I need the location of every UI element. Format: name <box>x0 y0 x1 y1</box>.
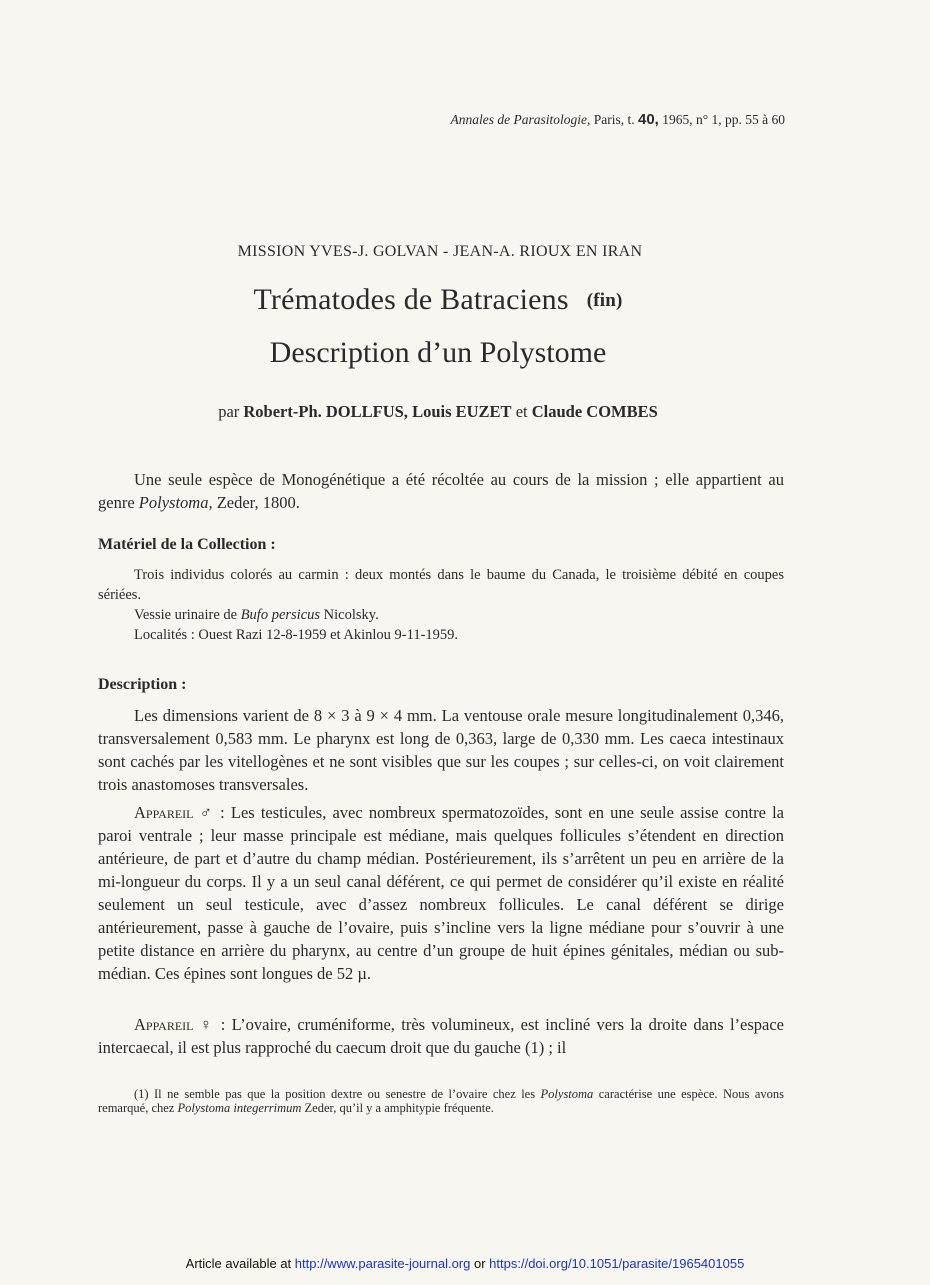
intro-genus: Polystoma, <box>138 493 213 512</box>
male-label: Appareil ♂ <box>134 803 215 822</box>
female-label: Appareil ♀ <box>134 1015 215 1034</box>
materiel-line1: Trois individus colorés au carmin : deux montés dans le baume du Canada, le troisième débité en coupes sériées. <box>98 567 784 603</box>
footnote-text3: Zeder, qu’il y a amphitypie fréquente. <box>301 1101 494 1115</box>
footnote-text1: (1) Il ne semble pas que la position dextre ou senestre de l’ovaire chez les <box>134 1087 541 1101</box>
footnote-genus: Polystoma <box>540 1087 594 1101</box>
female-apparatus-paragraph <box>98 1013 784 1059</box>
journal-name: Annales de Parasitologie, <box>450 112 591 127</box>
journal-volume: 40, <box>638 111 659 128</box>
journal-issue: 1965, n° 1, pp. 55 à 60 <box>662 112 785 127</box>
materiel-block <box>98 565 784 645</box>
doi-link[interactable]: https://doi.org/10.1051/parasite/1965401055 <box>489 1256 745 1271</box>
female-text: : L’ovaire, cruméniforme, très volumineux, est incliné vers la droite dans l’espace intercaecal, il est plus rapproché du caecum droit que du gauche (1) ; il <box>98 1015 784 1057</box>
male-text: : Les testicules, avec nombreux spermatozoïdes, sont en une seule assise contre la paroi ventrale ; leur masse principale est médiane, mais quelques follicules s’étendent en direction antérieure, de part et d’autre du champ médian. Postérieurement, ils s’arrêtent un peu en arrière de la mi-longueur du corps. Il y a un seul canal déférent, ce qui permet de considérer qu’il existe en réalité seulement un seul testicule, avec d’assez nombreux follicules. Le canal déférent se dirige antérieurement, passe à gauche de l’ovaire, puis s’incline vers la ligne médiane pour s’ouvrir à une petite distance en arrière du pharynx, au centre d’un groupe de huit épines génitales, médian ou sub-médian. Ces épines sont longues de 52 µ. <box>98 803 784 983</box>
author-euzet: Louis EUZET <box>412 402 512 421</box>
author-line <box>0 402 876 422</box>
intro-paragraph <box>98 468 784 514</box>
journal-header <box>330 111 785 128</box>
materiel-species: Bufo persicus <box>240 607 321 623</box>
male-apparatus-paragraph <box>98 801 784 985</box>
description-paragraph: Les dimensions varient de 8 × 3 à 9 × 4 mm. La ventouse orale mesure longitudinalement 0,346, transversalement 0,583 mm. Le pharynx est long de 0,363, large de 0,330 mm. Les caeca intestinaux sont cachés par les vitellogènes et ne sont visibles que sur les coupes ; sur celles-ci, on voit clairement trois anastomoses transversales. <box>98 706 784 794</box>
author-dollfus: Robert-Ph. DOLLFUS, <box>243 402 408 421</box>
intro-text: Une seule espèce de Monogénétique a été récoltée au cours de la mission ; elle appartient au genre <box>98 470 784 512</box>
materiel-line3: Localités : Ouest Razi 12-8-1959 et Akinlou 9-11-1959. <box>134 627 459 643</box>
author-combes: Claude COMBES <box>531 402 658 421</box>
footnote-text2: caractérise une espèce. Nous avons remarqué, chez <box>98 1087 784 1115</box>
materiel-line2-pre: Vessie urinaire de <box>134 607 241 623</box>
journal-place: Paris, t. <box>593 112 635 127</box>
author-et: et <box>515 402 528 421</box>
footnote-species: Polystoma integerrimum <box>177 1101 302 1115</box>
footnote <box>98 1087 784 1115</box>
mission-heading: MISSION YVES-J. GOLVAN - JEAN-A. RIOUX EN IRAN <box>237 243 643 260</box>
description-heading: Description : <box>98 676 187 693</box>
title-text: Trématodes de Batraciens <box>253 283 569 316</box>
materiel-heading: Matériel de la Collection : <box>98 536 276 553</box>
materiel-line2-post: Nicolsky. <box>320 607 379 623</box>
journal-link[interactable]: http://www.parasite-journal.org <box>294 1256 471 1271</box>
title-fin: (fin) <box>586 290 623 311</box>
materiel-line2 <box>98 605 784 625</box>
author-par: par <box>218 402 240 421</box>
article-title-line1 <box>0 283 876 317</box>
availability-line <box>0 1256 930 1271</box>
availability-or: or <box>470 1256 490 1271</box>
intro-text-end: Zeder, 1800. <box>212 493 300 512</box>
article-title-line2: Description d’un Polystome <box>269 336 607 369</box>
availability-prefix: Article available at <box>185 1256 295 1271</box>
